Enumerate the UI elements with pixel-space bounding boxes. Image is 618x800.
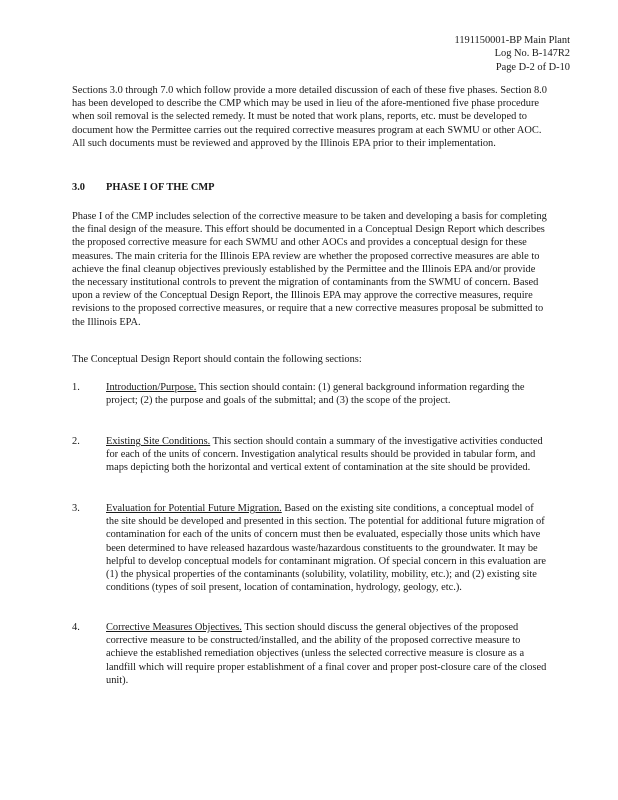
phase-paragraph: Phase I of the CMP includes selection of the corrective measure to be taken and developing a basis for completing the final design of the measure. This effort should be documented in a Conceptual Design Report which describes the proposed corrective measure for each SWMU and other AOCs and provides a conceptual design for these measures. The main criteria for the Illinois EPA review are whether the proposed corrective measures are able to achieve the final cleanup objectives previously established by the Permittee and the Illinois EPA and/or provide the necessary institutional controls to prevent the migration of contaminants from the SWMU of concern. Based upon a review of the Conceptual Design Report, the Illinois EPA may approve the corrective measures, require revisions to the proposed corrective measures, or require that a new corrective measures proposal be submitted to the Illinois EPA. (72, 211, 547, 328)
item-number: 2. (72, 436, 80, 447)
section-number: 3.0 (72, 182, 85, 193)
item-heading: Corrective Measures Objectives. (106, 622, 242, 633)
item-text: Based on the existing site conditions, a conceptual model of the site should be developed and presented in this section. The potential for additional future migration of contamination for each of the units of concern must then be evaluated, especially those units which have been determined to have released hazardous waste/hazardous constituents to the groundwater. It may be helpful to develop conceptual models for contaminant migration. Of special concern in this evaluation are (1) the physical properties of the contaminants (solubility, volatility, mobility, etc.); and (2) existing site conditions (types of soil present, location of contamination, hydrology, geology, etc.). (106, 503, 547, 594)
list-intro: The Conceptual Design Report should contain the following sections: (72, 354, 362, 365)
item-number: 4. (72, 622, 80, 633)
item-body (106, 502, 548, 594)
document-id: 1191150001-BP Main Plant (454, 35, 570, 46)
item-text: This section should contain a summary of the investigative activities conducted for each of the units of concern. Investigation analytical results should be provided in tabular form, and maps depicting both the horizontal and vertical extent of contamination at the site should be provided. (106, 436, 543, 474)
item-text: This section should contain: (1) general background information regarding the project; (2) the purpose and goals of the submittal; and (3) the scope of the project. (106, 382, 525, 407)
item-text: This section should discuss the general objectives of the proposed corrective measure to be constructed/installed, and the ability of the proposed corrective measure to achieve the established remediation objectives (unless the selected corrective measure is closure as a landfill which will require proper establishment of a final cover and proper post-closure care of the closed unit). (106, 622, 547, 686)
section-title: PHASE I OF THE CMP (106, 182, 215, 193)
item-heading: Introduction/Purpose. (106, 382, 197, 393)
section-heading (72, 181, 215, 194)
item-body (106, 435, 548, 475)
page-number: Page D-2 of D-10 (495, 61, 570, 73)
item-number: 3. (72, 503, 80, 514)
intro-paragraph: Sections 3.0 through 7.0 which follow provide a more detailed discussion of each of these five phases. Section 8.0 has been developed to describe the CMP which may be used in lieu of the afore-mentioned five phase procedure when soil removal is the selected remedy. It must be noted that work plans, reports, etc. must be developed to document how the Permittee carries out the required corrective measures program at each SWMU or other AOC. All such documents must be reviewed and approved by the Illinois EPA prior to their implementation. (72, 85, 547, 149)
page-header (455, 34, 570, 74)
log-number: Log No. B-147R2 (494, 48, 570, 60)
item-body (106, 621, 548, 687)
item-heading: Evaluation for Potential Future Migration. (106, 503, 282, 514)
item-heading: Existing Site Conditions. (106, 436, 211, 447)
item-number: 1. (72, 382, 80, 393)
item-body (106, 381, 548, 407)
